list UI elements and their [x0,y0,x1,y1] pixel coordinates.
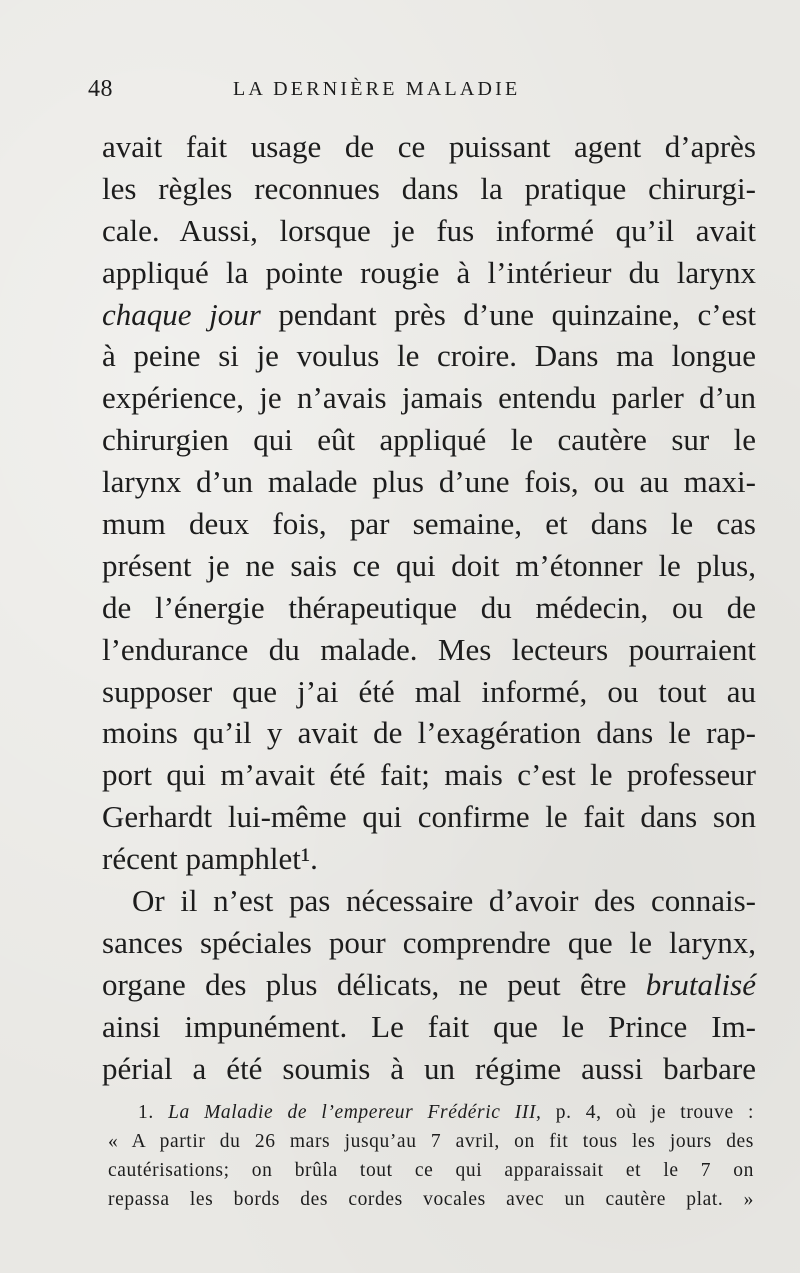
page-number: 48 [88,76,113,102]
text-line: l’endurance du malade. Mes lecteurs pourraient [102,631,756,667]
footnote-line: repassa les bords des cordes vocales avec un cautère plat. » [108,1189,754,1210]
footnote-marker: 1. [138,1102,154,1123]
text-line: ainsi impunément. Le fait que le Prince Im- [102,1008,756,1044]
text-line: chirurgien qui eût appliqué le cautère sur le [102,422,756,458]
text-line: de l’énergie thérapeutique du médecin, ou de [102,589,756,625]
text-line: appliqué la pointe rougie à l’intérieur du larynx [102,254,756,290]
text-line: les règles reconnues dans la pratique chirurgi- [102,170,756,206]
text-line: larynx d’un malade plus d’une fois, ou au maxi- [102,464,756,500]
footnote-cited-title: La Maladie de l’empereur Frédéric III, [168,1102,542,1123]
text-line: Gerhardt lui-même qui confirme le fait dans son [102,799,756,835]
text-line: présent je ne sais ce qui doit m’étonner le plus, [102,547,756,583]
footnote-line: cautérisations; on brûla tout ce qui apparaissait et le 7 on [108,1160,754,1181]
footnote-text: p. 4, où je trouve : [555,1102,754,1123]
text-line: sances spéciales pour comprendre que le larynx, [102,924,756,960]
text-line: à peine si je voulus le croire. Dans ma longue [102,338,756,374]
footnote [108,1098,754,1214]
text-line: récent pamphlet¹. [102,841,318,877]
text-line [102,964,756,1006]
italic-emphasis: chaque jour [102,296,261,332]
footnote-line [108,1098,754,1127]
running-head [88,76,608,108]
text-line: supposer que j’ai été mal informé, ou tout au [102,673,756,709]
text-line [102,294,756,336]
body-text [102,126,756,1089]
text-line: avait fait usage de ce puissant agent d’après [102,129,756,164]
text-line: périal a été soumis à un régime aussi barbare [102,1050,756,1086]
running-title: LA DERNIÈRE MALADIE [233,78,521,100]
text-line: moins qu’il y avait de l’exagération dans le rap- [102,715,756,751]
text-line: port qui m’avait été fait; mais c’est le professeur [102,757,756,793]
text-fragment: pendant près d’une quinzaine, c’est [278,296,756,332]
text-fragment: organe des plus délicats, ne peut être [102,966,627,1002]
paragraph-first-line: Or il n’est pas nécessaire d’avoir des connais- [132,883,756,919]
italic-emphasis: brutalisé [645,966,756,1002]
text-line: cale. Aussi, lorsque je fus informé qu’il avait [102,212,756,248]
text-line: mum deux fois, par semaine, et dans le cas [102,506,756,542]
footnote-line: « A partir du 26 mars jusqu’au 7 avril, on fit tous les jours des [108,1131,754,1152]
text-line: expérience, je n’avais jamais entendu parler d’un [102,380,756,416]
